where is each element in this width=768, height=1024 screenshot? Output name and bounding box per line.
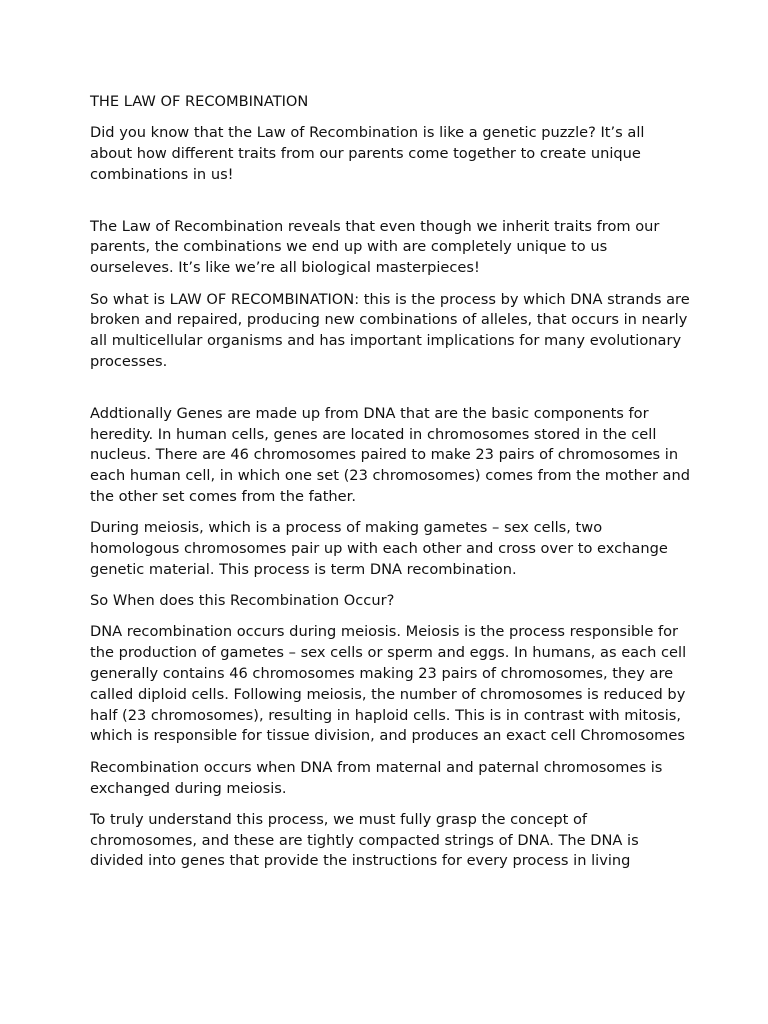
- paragraph-intro: Did you know that the Law of Recombination is like a genetic puzzle? It’s all about how different traits from our parents come together to create unique combinations in us!: [90, 124, 645, 183]
- document-title: THE LAW OF RECOMBINATION: [90, 93, 309, 110]
- document-page: [90, 92, 690, 883]
- paragraph-exchange: Recombination occurs when DNA from maternal and paternal chromosomes is exchanged during meiosis.: [90, 758, 663, 797]
- paragraph-unique-combinations: The Law of Recombination reveals that even though we inherit traits from our parents, the combinations we end up with are completely unique to us ourseleves. It’s like we’re all biological masterpieces!: [90, 217, 660, 277]
- section-heading-when: So When does this Recombination Occur?: [90, 592, 395, 610]
- paragraph-genes-chromosomes: Addtionally Genes are made up from DNA that are the basic components for heredity. In human cells, genes are located in chromosomes stored in the cell nucleus. There are 46 chromosomes paired to make 23 pairs of chromosomes in each human cell, in which one set (23 chromosomes) comes from the mother and the other set comes from the father.: [90, 404, 690, 505]
- paragraph-definition: So what is LAW OF RECOMBINATION: this is the process by which DNA strands are broken and repaired, producing new combinations of alleles, that occurs in nearly all multicellular organisms and has important implications for many evolutionary processes.: [90, 290, 690, 370]
- paragraph-meiosis-details: DNA recombination occurs during meiosis. Meiosis is the process responsible for the production of gametes – sex cells or sperm and eggs. In humans, as each cell generally contains 46 chromosomes making 23 pairs of chromosomes, they are called diploid cells. Following meiosis, the number of chromosomes is reduced by half (23 chromosomes), resulting in haploid cells. This is in contrast with mitosis, which is responsible for tissue division, and produces an exact cell Chromosomes: [90, 623, 687, 745]
- paragraph-understanding: To truly understand this process, we must fully grasp the concept of chromosomes, and these are tightly compacted strings of DNA. The DNA is divided into genes that provide the instructions for every process in living: [90, 810, 639, 870]
- paragraph-meiosis-crossover: During meiosis, which is a process of making gametes – sex cells, two homologous chromosomes pair up with each other and cross over to exchange genetic material. This process is term DNA recombination.: [90, 519, 668, 578]
